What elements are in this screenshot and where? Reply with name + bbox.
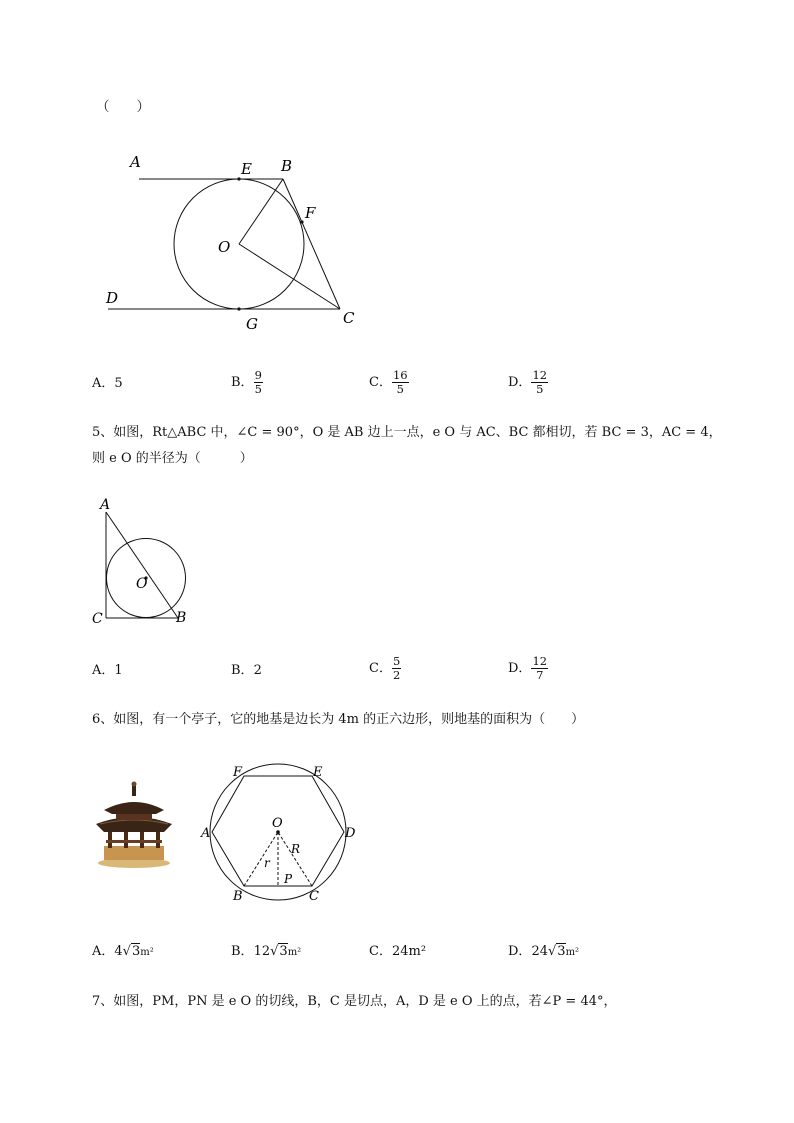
q6-label-d: D [345,826,356,841]
denominator: 5 [396,382,404,397]
option-prefix: C． [369,661,392,677]
numerator: 16 [392,368,408,382]
numerator: 12 [532,368,548,382]
q6-option-d [508,945,579,958]
q4-label-g: G [246,315,258,333]
coefficient: 4 [114,944,123,959]
option-prefix: B． [231,663,254,678]
q6-label-f: F [233,765,243,780]
q6-label-c: C [309,889,319,904]
q6-option-b [231,945,301,958]
q4-label-a: A [130,153,141,171]
q6-option-a [92,945,154,958]
numerator: 9 [254,368,262,382]
sqrt-icon: √ [270,944,279,959]
numerator: 5 [392,654,401,668]
q6-option-c [369,945,426,958]
denominator: 2 [392,668,401,683]
sqrt-icon: √ [547,944,557,959]
q6-label-o: O [272,816,283,831]
option-prefix: A． [92,663,115,678]
denominator: 5 [536,382,544,397]
option-prefix: D． [508,375,532,391]
q6-stem-line1: 6、如图，有一个亭子，它的地基是边长为 4m 的正六边形，则地基的面积为（ ） [92,712,585,727]
q4-label-e: E [241,160,252,178]
q4-label-d: D [106,289,119,307]
q4-label-c: C [343,309,355,327]
option-prefix: B． [231,944,254,959]
q4-label-b: B [281,157,293,175]
option-prefix: D． [508,661,532,677]
denominator: 5 [254,382,262,397]
q6-label-r-lower: r [264,856,270,870]
radicand: 3 [131,944,141,959]
radicand: 3 [279,944,288,959]
q5-stem-line1: 5、如图，Rt△ABC 中，∠C = 90°，O 是 AB 边上一点，e O 与 AC、BC 都相切，若 BC = 3，AC = 4， [92,425,722,440]
q4-label-o: O [218,238,231,256]
q5-stem-line2: 则 e O 的半径为（ ） [92,451,253,466]
numerator: 12 [532,654,548,668]
q6-label-e: E [313,765,323,780]
q5-label-o: O [136,576,148,592]
radicand: 3 [557,944,566,959]
option-value: 1 [114,663,123,678]
coefficient: 12 [253,944,271,959]
q5-label-b: B [176,610,187,626]
option-value: 24m² [391,944,427,959]
denominator: 7 [536,668,544,683]
option-value: 5 [114,376,123,391]
coefficient: 24 [531,944,548,959]
q6-label-r-upper: R [291,842,301,856]
q6-label-a: A [201,826,211,841]
option-prefix: A． [92,376,115,391]
option-prefix: C． [369,944,392,959]
unit: m² [140,947,154,958]
option-prefix: A． [92,944,115,959]
q6-label-b: B [233,889,243,904]
option-value: 2 [253,663,262,678]
sqrt-icon: √ [122,944,131,959]
q4-answer-blank: （ ） [96,99,150,115]
q5-label-a: A [100,497,111,513]
q7-stem-line1: 7、如图，PM，PN 是 e O 的切线，B，C 是切点，A，D 是 e O 上的点，若∠P = 44°， [92,994,617,1009]
unit: m² [565,947,580,958]
q4-label-f: F [305,204,316,222]
option-prefix: B． [231,375,254,391]
option-prefix: C． [369,375,392,391]
q6-label-p: P [284,872,293,886]
q5-label-c: C [92,611,103,627]
unit: m² [287,947,302,958]
option-prefix: D． [508,944,532,959]
